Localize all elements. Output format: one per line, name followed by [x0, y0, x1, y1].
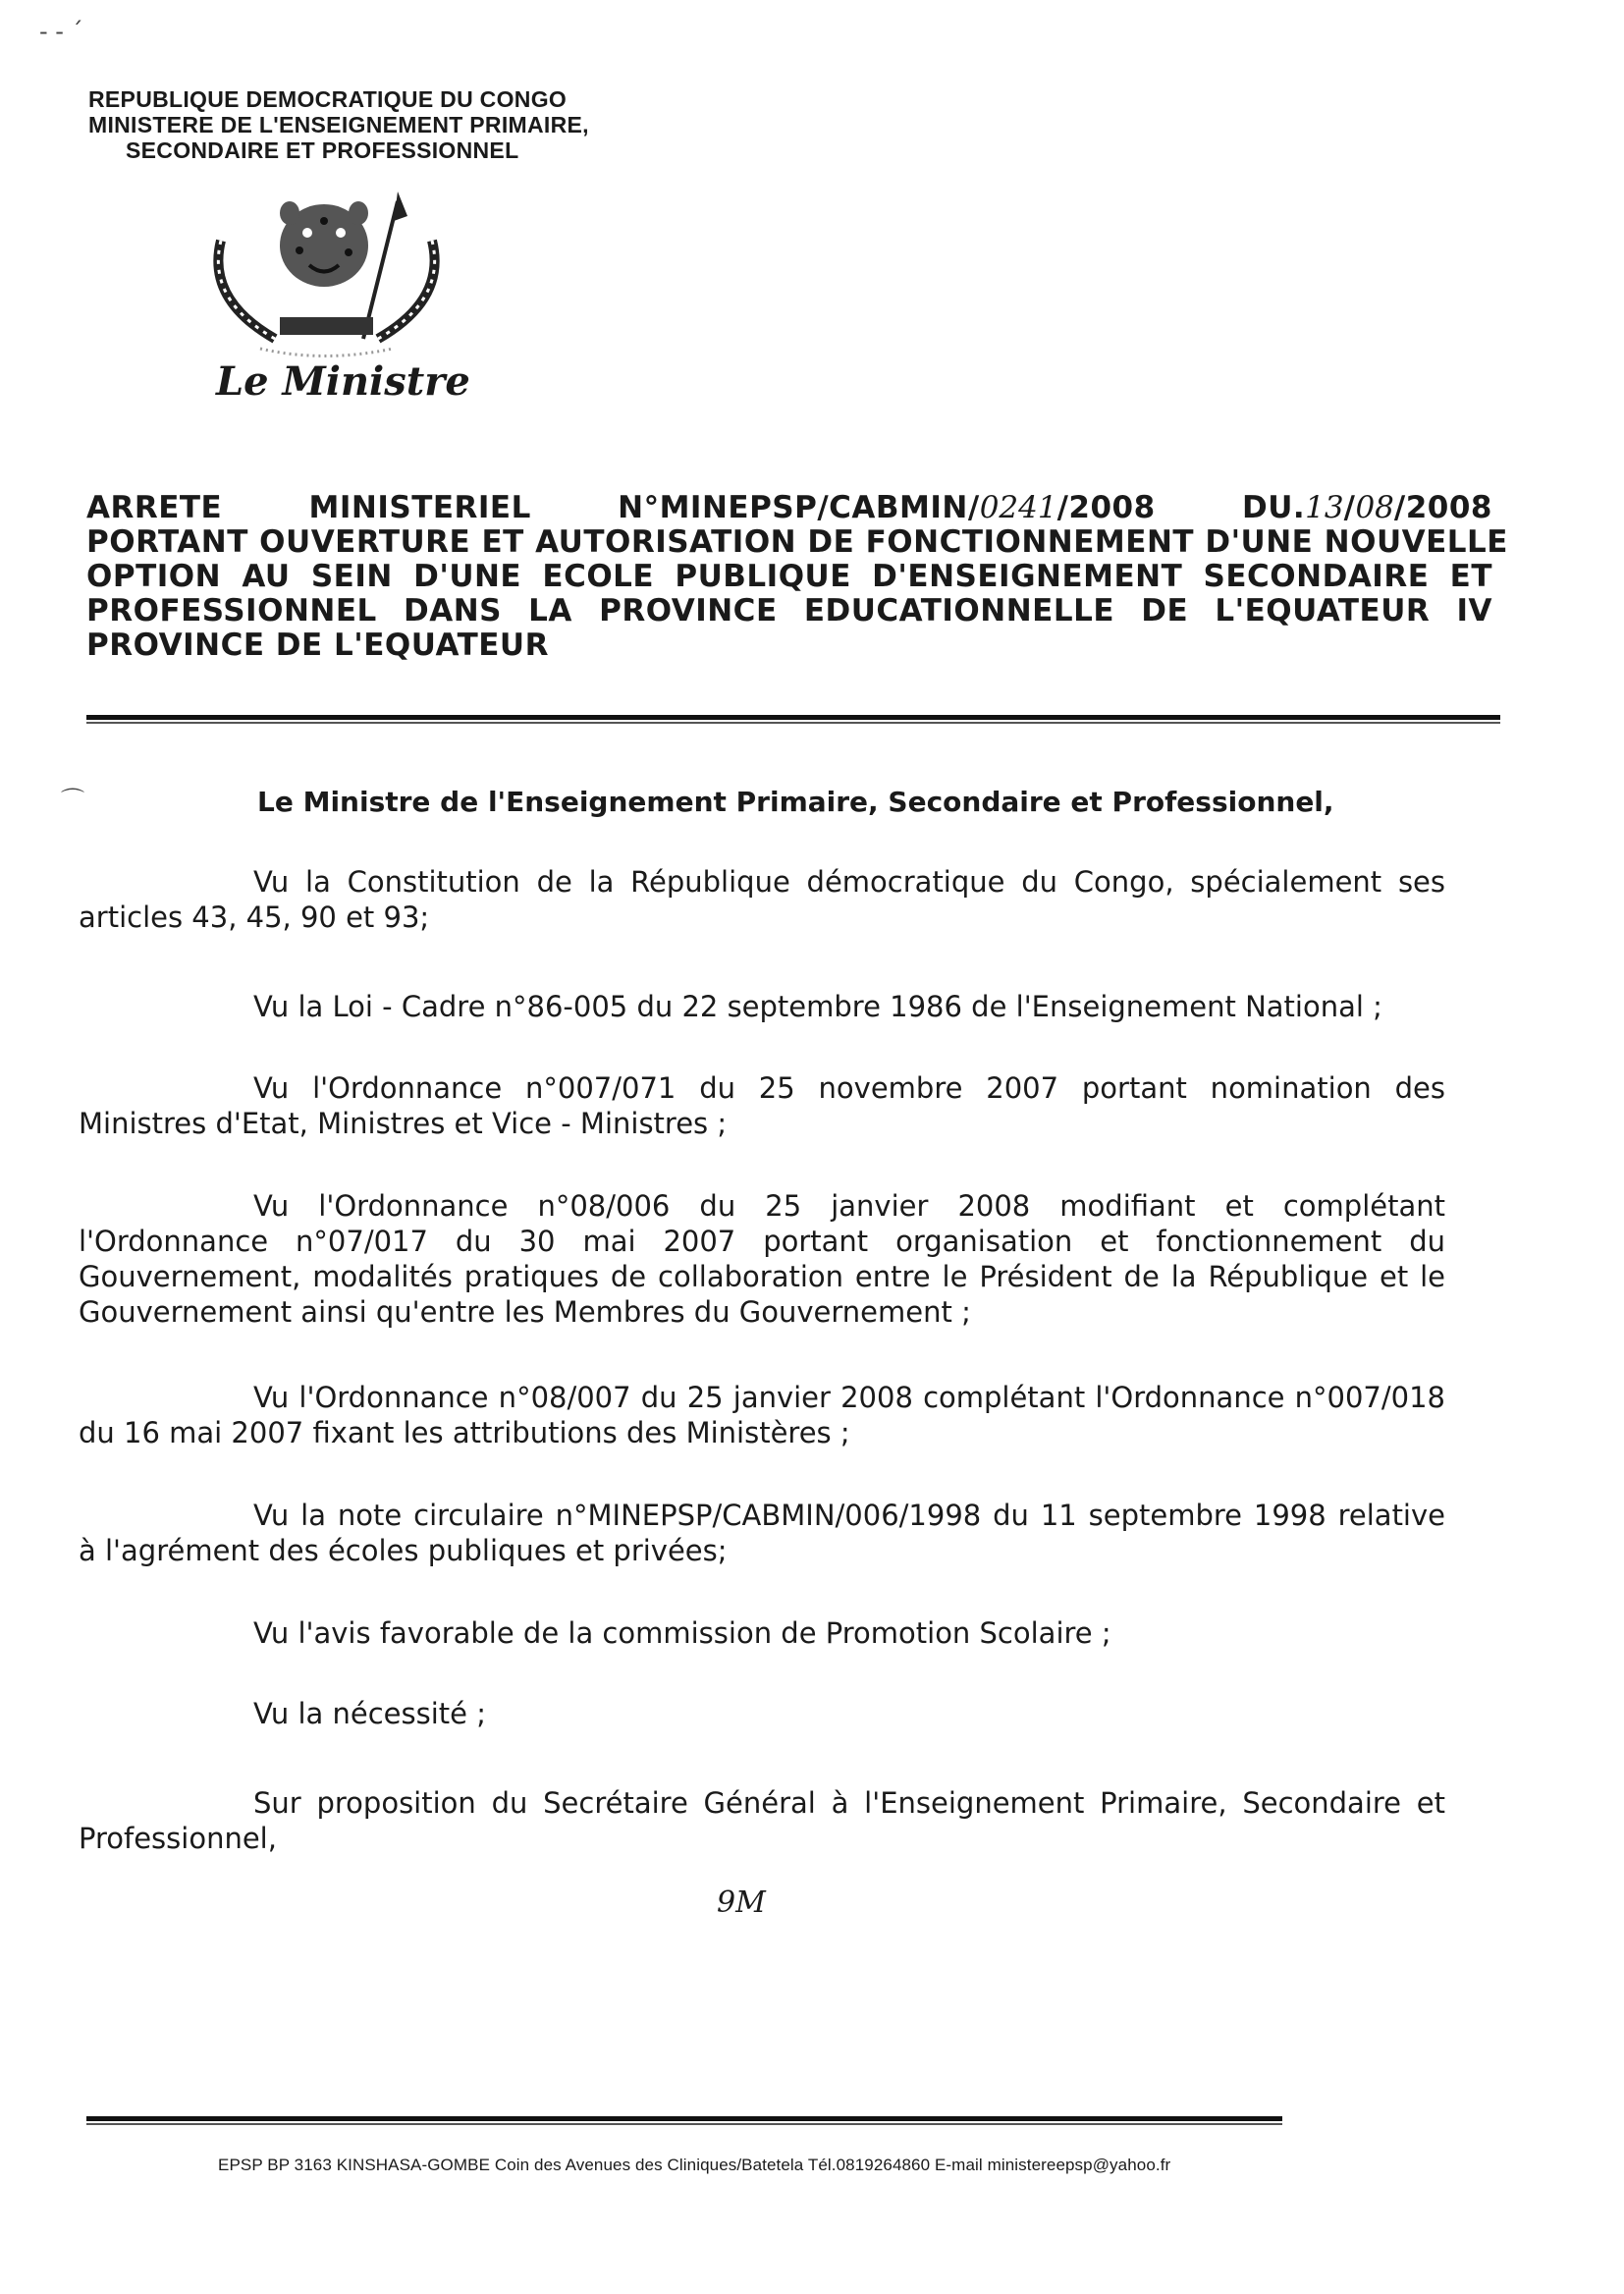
- title-divider-sub: [86, 722, 1500, 724]
- whereas-constitution: Vu la Constitution de la République démocratique du Congo, spécialement ses articles 43, 45, 90 et 93;: [79, 865, 1445, 934]
- whereas-note-circulaire: Vu la note circulaire n°MINEPSP/CABMIN/006/1998 du 11 septembre 1998 relative à l'agrément des écoles publiques et privées;: [79, 1499, 1445, 1567]
- ministry-name-line1: MINISTERE DE L'ENSEIGNEMENT PRIMAIRE,: [88, 112, 589, 137]
- coat-of-arms-icon: [201, 191, 457, 363]
- decree-title-line3: OPTION AU SEIN D'UNE ECOLE PUBLIQUE D'ENSEIGNEMENT SECONDAIRE ET: [86, 559, 1492, 594]
- ministry-name-line2: SECONDAIRE ET PROFESSIONNEL: [126, 137, 519, 163]
- decree-number-suffix: /2008: [1056, 490, 1156, 525]
- whereas-ordonnance-006: Vu l'Ordonnance n°08/006 du 25 janvier 2008 modifiant et complétant l'Ordonnance n°07/017 du 30 mai 2007 portant organisation et fonctionnement du Gouvernement, modalités pratiques de collaboration entre le Président de la République et le Gouvernement ainsi qu'entre les Membres du Gouvernement ;: [79, 1189, 1445, 1329]
- whereas-necessite: Vu la nécessité ;: [253, 1697, 486, 1730]
- initials-paraph: 9M: [717, 1885, 766, 1920]
- country-name: REPUBLIQUE DEMOCRATIQUE DU CONGO: [88, 86, 568, 112]
- scan-mark: ⌒: [61, 787, 84, 814]
- decree-date-day: 13: [1305, 490, 1344, 525]
- decree-word-ministeriel: MINISTERIEL: [308, 490, 531, 525]
- whereas-ordonnance-007: Vu l'Ordonnance n°08/007 du 25 janvier 2008 complétant l'Ordonnance n°007/018 du 16 mai 2007 fixant les attributions des Ministères ;: [79, 1381, 1445, 1449]
- footer-divider-sub: [86, 2123, 1282, 2125]
- decree-title-line4: PROFESSIONNEL DANS LA PROVINCE EDUCATIONNELLE DE L'EQUATEUR IV: [86, 593, 1492, 628]
- on-proposal: Sur proposition du Secrétaire Général à l'Enseignement Primaire, Secondaire et Professionnel,: [79, 1786, 1445, 1855]
- decree-title-line1: [86, 491, 1492, 525]
- decree-word-arrete: ARRETE: [86, 490, 223, 525]
- decree-number-handwritten: 0241: [979, 490, 1057, 525]
- whereas-loi-cadre: Vu la Loi - Cadre n°86-005 du 22 septembre 1986 de l'Enseignement National ;: [253, 990, 1382, 1023]
- whereas-avis-favorable: Vu l'avis favorable de la commission de Promotion Scolaire ;: [253, 1616, 1111, 1650]
- decree-date-prefix: DU.: [1241, 490, 1306, 525]
- whereas-ordonnance-071: Vu l'Ordonnance n°007/071 du 25 novembre 2007 portant nomination des Ministres d'Etat, Ministres et Vice - Ministres ;: [79, 1071, 1445, 1140]
- footer-divider: [86, 2116, 1282, 2121]
- decree-number: [618, 491, 1156, 525]
- scan-mark: - ‐ ´: [39, 18, 83, 45]
- decree-title-line5: PROVINCE DE L'EQUATEUR: [86, 628, 549, 663]
- decree-date-sep: /: [1343, 490, 1356, 525]
- decree-number-prefix: N°MINEPSP/CABMIN/: [618, 490, 980, 525]
- footer-contact: EPSP BP 3163 KINSHASA-GOMBE Coin des Avenues des Cliniques/Batetela Tél.0819264860 E-mail ministereepsp@yahoo.fr: [218, 2156, 1171, 2174]
- minister-signature-title: Le Ministre: [216, 358, 470, 405]
- title-divider: [86, 715, 1500, 720]
- body-heading: Le Ministre de l'Enseignement Primaire, Secondaire et Professionnel,: [257, 786, 1334, 818]
- decree-title: [86, 490, 1508, 663]
- decree-title-line2: PORTANT OUVERTURE ET AUTORISATION DE FONCTIONNEMENT D'UNE NOUVELLE: [86, 524, 1508, 560]
- ministry-header: [88, 86, 589, 163]
- decree-date-suffix: /2008: [1393, 490, 1492, 525]
- decree-date-month: 08: [1355, 490, 1394, 525]
- decree-date: [1242, 491, 1492, 525]
